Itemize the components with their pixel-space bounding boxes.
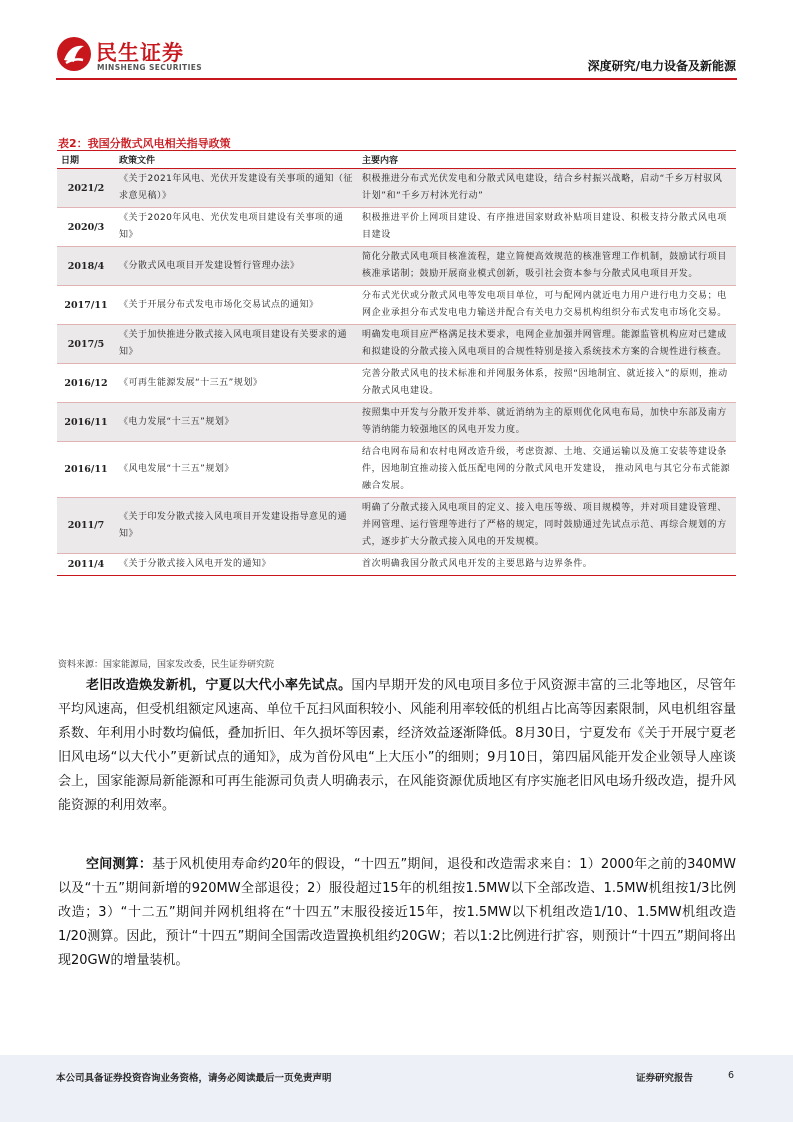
table-row	[57, 403, 736, 442]
row-date: 2016/11	[57, 442, 115, 498]
paragraph-retrofit	[58, 674, 736, 818]
footer-disclaimer: 本公司具备证券投资咨询业务资格，请务必阅读最后一页免责声明	[56, 1073, 332, 1084]
paragraph-space-estimate	[58, 853, 736, 973]
row-date: 2011/4	[67, 559, 105, 570]
row-doc: 《关于分散式接入风电开发的通知》	[119, 559, 272, 569]
table-row	[57, 442, 736, 498]
row-date: 2016/11	[57, 403, 115, 442]
row-doc: 《可再生能源发展“十三五”规划》	[115, 364, 358, 403]
row-doc: 《关于2021年风电、光伏开发建设有关事项的通知（征求意见稿）》	[115, 169, 358, 208]
report-category: 深度研究/电力设备及新能源	[587, 59, 736, 73]
row-content: 简化分散式风电项目核准流程，建立简便高效规范的核准管理工作机制，鼓励试行项目核准承诺制；鼓励开展商业模式创新，吸引社会资本参与分散式风电项目开发。	[358, 247, 736, 286]
row-date: 2017/11	[57, 286, 115, 325]
row-content: 明确了分散式接入风电项目的定义、接入电压等级、项目规模等，并对项目建设管理、并网管理、运行管理等进行了严格的规定，同时鼓励通过先试点示范、再综合规划的方式，逐步扩大分散式接入风电的开发规模。	[358, 498, 736, 554]
row-date: 2017/5	[57, 325, 115, 364]
paragraph-lead: 空间测算：	[86, 857, 153, 872]
footer-report-type: 证券研究报告	[636, 1073, 694, 1084]
row-content: 完善分散式风电的技术标准和并网服务体系，按照“因地制宜、就近接入”的原则，推动分散式风电建设。	[358, 364, 736, 403]
row-doc: 《关于开展分布式发电市场化交易试点的通知》	[115, 286, 358, 325]
row-date: 2018/4	[57, 247, 115, 286]
paragraph-lead: 老旧改造焕发新机，宁夏以大代小率先试点。	[86, 678, 352, 693]
policy-table	[57, 150, 736, 576]
row-content: 结合电网布局和农村电网改造升级，考虑资源、土地、交通运输以及施工安装等建设条件，因地制宜推动接入低压配电网的分散式风电开发建设， 推动风电与其它分布式能源融合发展。	[358, 442, 736, 498]
row-date: 2016/12	[57, 364, 115, 403]
row-content: 积极推进分布式光伏发电和分散式风电建设，结合乡村振兴战略，启动“千乡万村驭风计划”和“千乡万村沐光行动”	[358, 169, 736, 208]
row-doc: 《关于2020年风电、光伏发电项目建设有关事项的通知》	[115, 208, 358, 247]
row-date: 2021/2	[57, 169, 115, 208]
row-content: 按照集中开发与分散开发并举、就近消纳为主的原则优化风电布局，加快中东部及南方等消纳能力较强地区的风电开发力度。	[358, 403, 736, 442]
table-row	[57, 169, 736, 208]
logo-english-name: MINSHENG SECURITIES	[97, 63, 203, 72]
col-header-doc: 政策文件	[115, 151, 358, 169]
paragraph-text: 基于风机使用寿命约20年的假设，“十四五”期间，退役和改造需求来自：1）2000年之前的340MW以及“十五”期间新增的920MW全部退役；2）服役超过15年的机组按1.5MW以下全部改造、1.5MW机组按1/3比例改造；3）“十二五”期间并网机组将在“十四五”末服役接近15年，按1.5MW以下机组改造1/10、1.5MW机组改造1/20测算。因此，预计“十四五”期间全国需改造置换机组约20GW；若以1:2比例进行扩容，则预计“十四五”期间将出现20GW的增量装机。	[58, 857, 736, 968]
page-header	[0, 0, 793, 80]
table-row	[57, 364, 736, 403]
table-row	[57, 554, 736, 576]
table-source-note: 资料来源：国家能源局，国家发改委，民生证券研究院	[58, 660, 275, 670]
table-row	[57, 286, 736, 325]
page-footer	[0, 1055, 793, 1122]
row-doc: 《电力发展“十三五”规划》	[115, 403, 358, 442]
table-row	[57, 208, 736, 247]
table-header-row	[57, 151, 736, 169]
row-date: 2011/7	[57, 498, 115, 554]
logo-chinese-name: 民生证券	[96, 41, 184, 65]
table-row	[57, 325, 736, 364]
row-content: 明确发电项目应严格满足技术要求，电网企业加强并网管理。能源监管机构应对已建成和拟建设的分散式接入风电项目的合规性特别是接入系统技术方案的合规性进行核查。	[358, 325, 736, 364]
row-content: 首次明确我国分散式风电开发的主要思路与边界条件。	[362, 559, 593, 569]
row-date: 2020/3	[57, 208, 115, 247]
col-header-content: 主要内容	[358, 151, 736, 169]
row-doc: 《关于印发分散式接入风电项目开发建设指导意见的通知》	[115, 498, 358, 554]
row-doc: 《风电发展“十三五”规划》	[115, 442, 358, 498]
header-divider	[56, 78, 737, 80]
row-doc: 《关于加快推进分散式接入风电项目建设有关要求的通知》	[115, 325, 358, 364]
paragraph-text: 国内早期开发的风电项目多位于风资源丰富的三北等地区，尽管年平均风速高，但受机组额定风速高、单位千瓦扫风面积较小、风能利用率较低的机组占比高等因素限制，风电机组容量系数、年利用小时数均偏低，叠加折旧、年久损坏等因素，经济效益逐渐降低。8月30日，宁夏发布《关于开展宁夏老旧风电场“以大代小”更新试点的通知》，成为首份风电“上大压小”的细则；9月10日，第四届风能开发企业领导人座谈会上，国家能源局新能源和可再生能源司负责人明确表示，在风能资源优质地区有序实施老旧风电场升级改造，提升风能资源的利用效率。	[58, 678, 736, 813]
table-row	[57, 247, 736, 286]
table-row	[57, 498, 736, 554]
table-title: 表2：我国分散式风电相关指导政策	[58, 137, 231, 150]
row-doc: 《分散式风电项目开发建设暂行管理办法》	[115, 247, 358, 286]
page-number: 6	[728, 1070, 735, 1081]
minsheng-logo-icon	[56, 36, 92, 72]
row-content: 积极推进平价上网项目建设、有序推进国家财政补贴项目建设、积极支持分散式风电项目建设	[358, 208, 736, 247]
col-header-date: 日期	[57, 151, 115, 169]
row-content: 分布式光伏或分散式风电等发电项目单位，可与配网内就近电力用户进行电力交易；电网企业承担分布式发电电力输送并配合有关电力交易机构组织分布式发电市场化交易。	[358, 286, 736, 325]
